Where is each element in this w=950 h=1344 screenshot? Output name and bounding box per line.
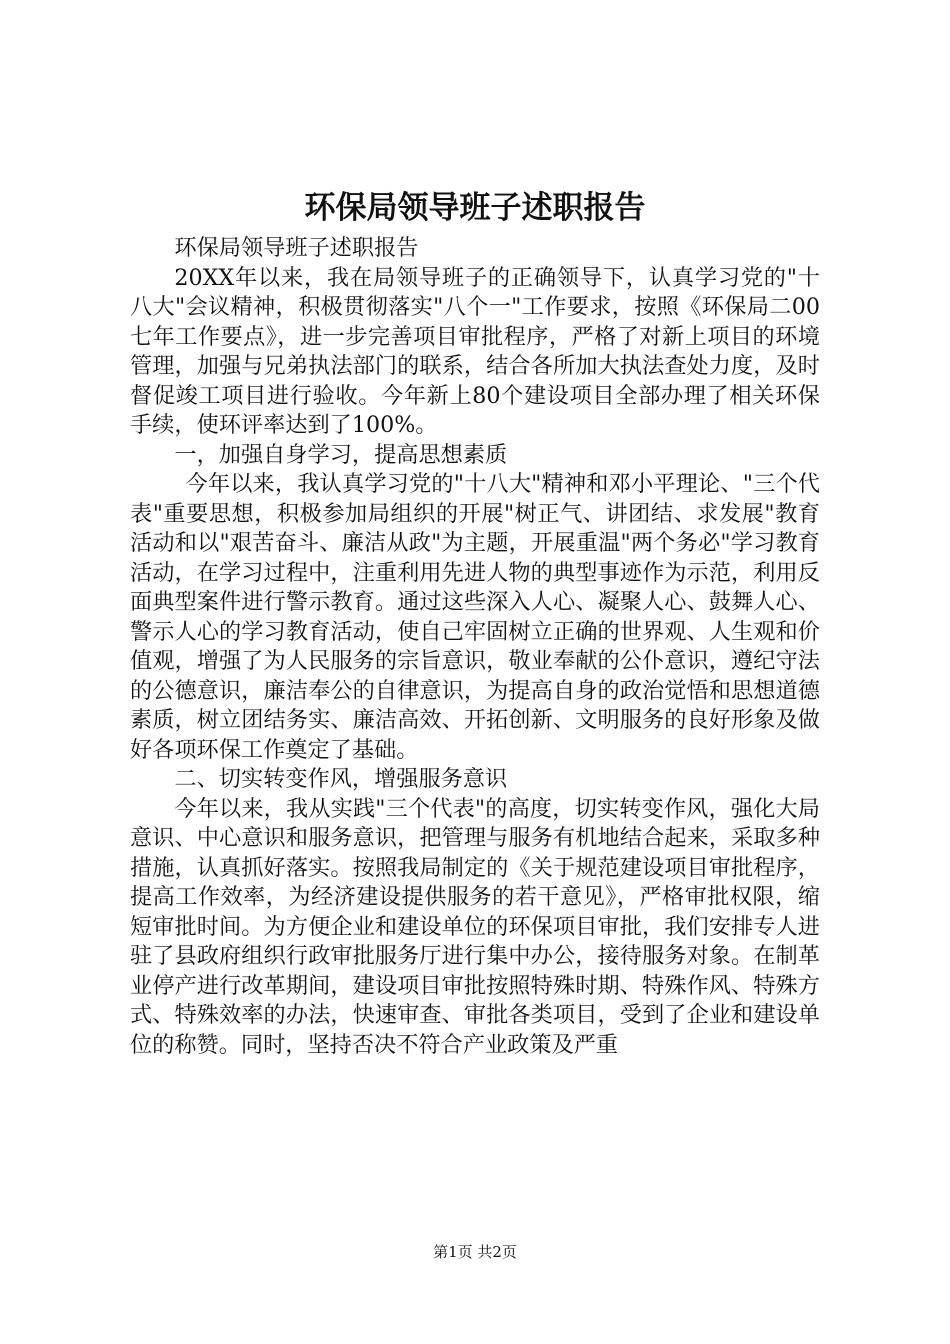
section-heading-1: 一，加强自身学习，提高思想素质 <box>174 441 508 468</box>
page-number-footer: 第1页 共2页 <box>433 1243 517 1261</box>
section-2-paragraph: 今年以来，我从实践"三个代表"的高度，切实转变作风，强化大局意识、中心意识和服务意识，把管理与服务有机地结合起来，采取多种措施，认真抓好落实。按照我局制定的《关于规范建设项目审批程序，提高工作效率，为经济建设提供服务的若干意见》，严格审批权限，缩短审批时间。为方便企业和建设单位的环保项目审批，我们安排专人进驻了县政府组织行政审批服务厅进行集中办公，接待服务对象。在制革业停产进行改革期间，建设项目审批按照特殊时期、特殊作风、特殊方式、特殊效率的办法，快速审查、审批各类项目，受到了企业和建设单位的称赞。同时，坚持否决不符合产业政策及严重 <box>130 795 820 1058</box>
section-heading-2: 二、切实转变作风，增强服务意识 <box>174 766 508 792</box>
document-body <box>130 234 820 1060</box>
intro-paragraph: 20XX年以来，我在局领导班子的正确领导下，认真学习党的"十八大"会议精神，积极贯彻落实"八个一"工作要求，按照《环保局二00七年工作要点》，进一步完善项目审批程序，严格了对新上项目的环境管理，加强与兄弟执法部门的联系，结合各所加大执法查处力度，及时督促竣工项目进行验收。今年新上80个建设项目全部办理了相关环保手续，使环评率达到了100%。 <box>130 264 820 438</box>
page-title: 环保局领导班子述职报告 <box>304 190 646 226</box>
subtitle-paragraph: 环保局领导班子述职报告 <box>174 235 419 261</box>
section-1-paragraph: 今年以来，我认真学习党的"十八大"精神和邓小平理论、"三个代表"重要思想，积极参加局组织的开展"树正气、讲团结、求发展"教育活动和以"艰苦奋斗、廉洁从政"为主题，开展重温"两个务必"学习教育活动，在学习过程中，注重利用先进人物的典型事迹作为示范，利用反面典型案件进行警示教育。通过这些深入人心、凝聚人心、鼓舞人心、警示人心的学习教育活动，使自己牢固树立正确的世界观、人生观和价值观，增强了为人民服务的宗旨意识，敬业奉献的公仆意识，遵纪守法的公德意识，廉洁奉公的自律意识，为提高自身的政治觉悟和思想道德素质，树立团结务实、廉洁高效、开拓创新、文明服务的良好形象及做好各项环保工作奠定了基础。 <box>130 471 820 763</box>
